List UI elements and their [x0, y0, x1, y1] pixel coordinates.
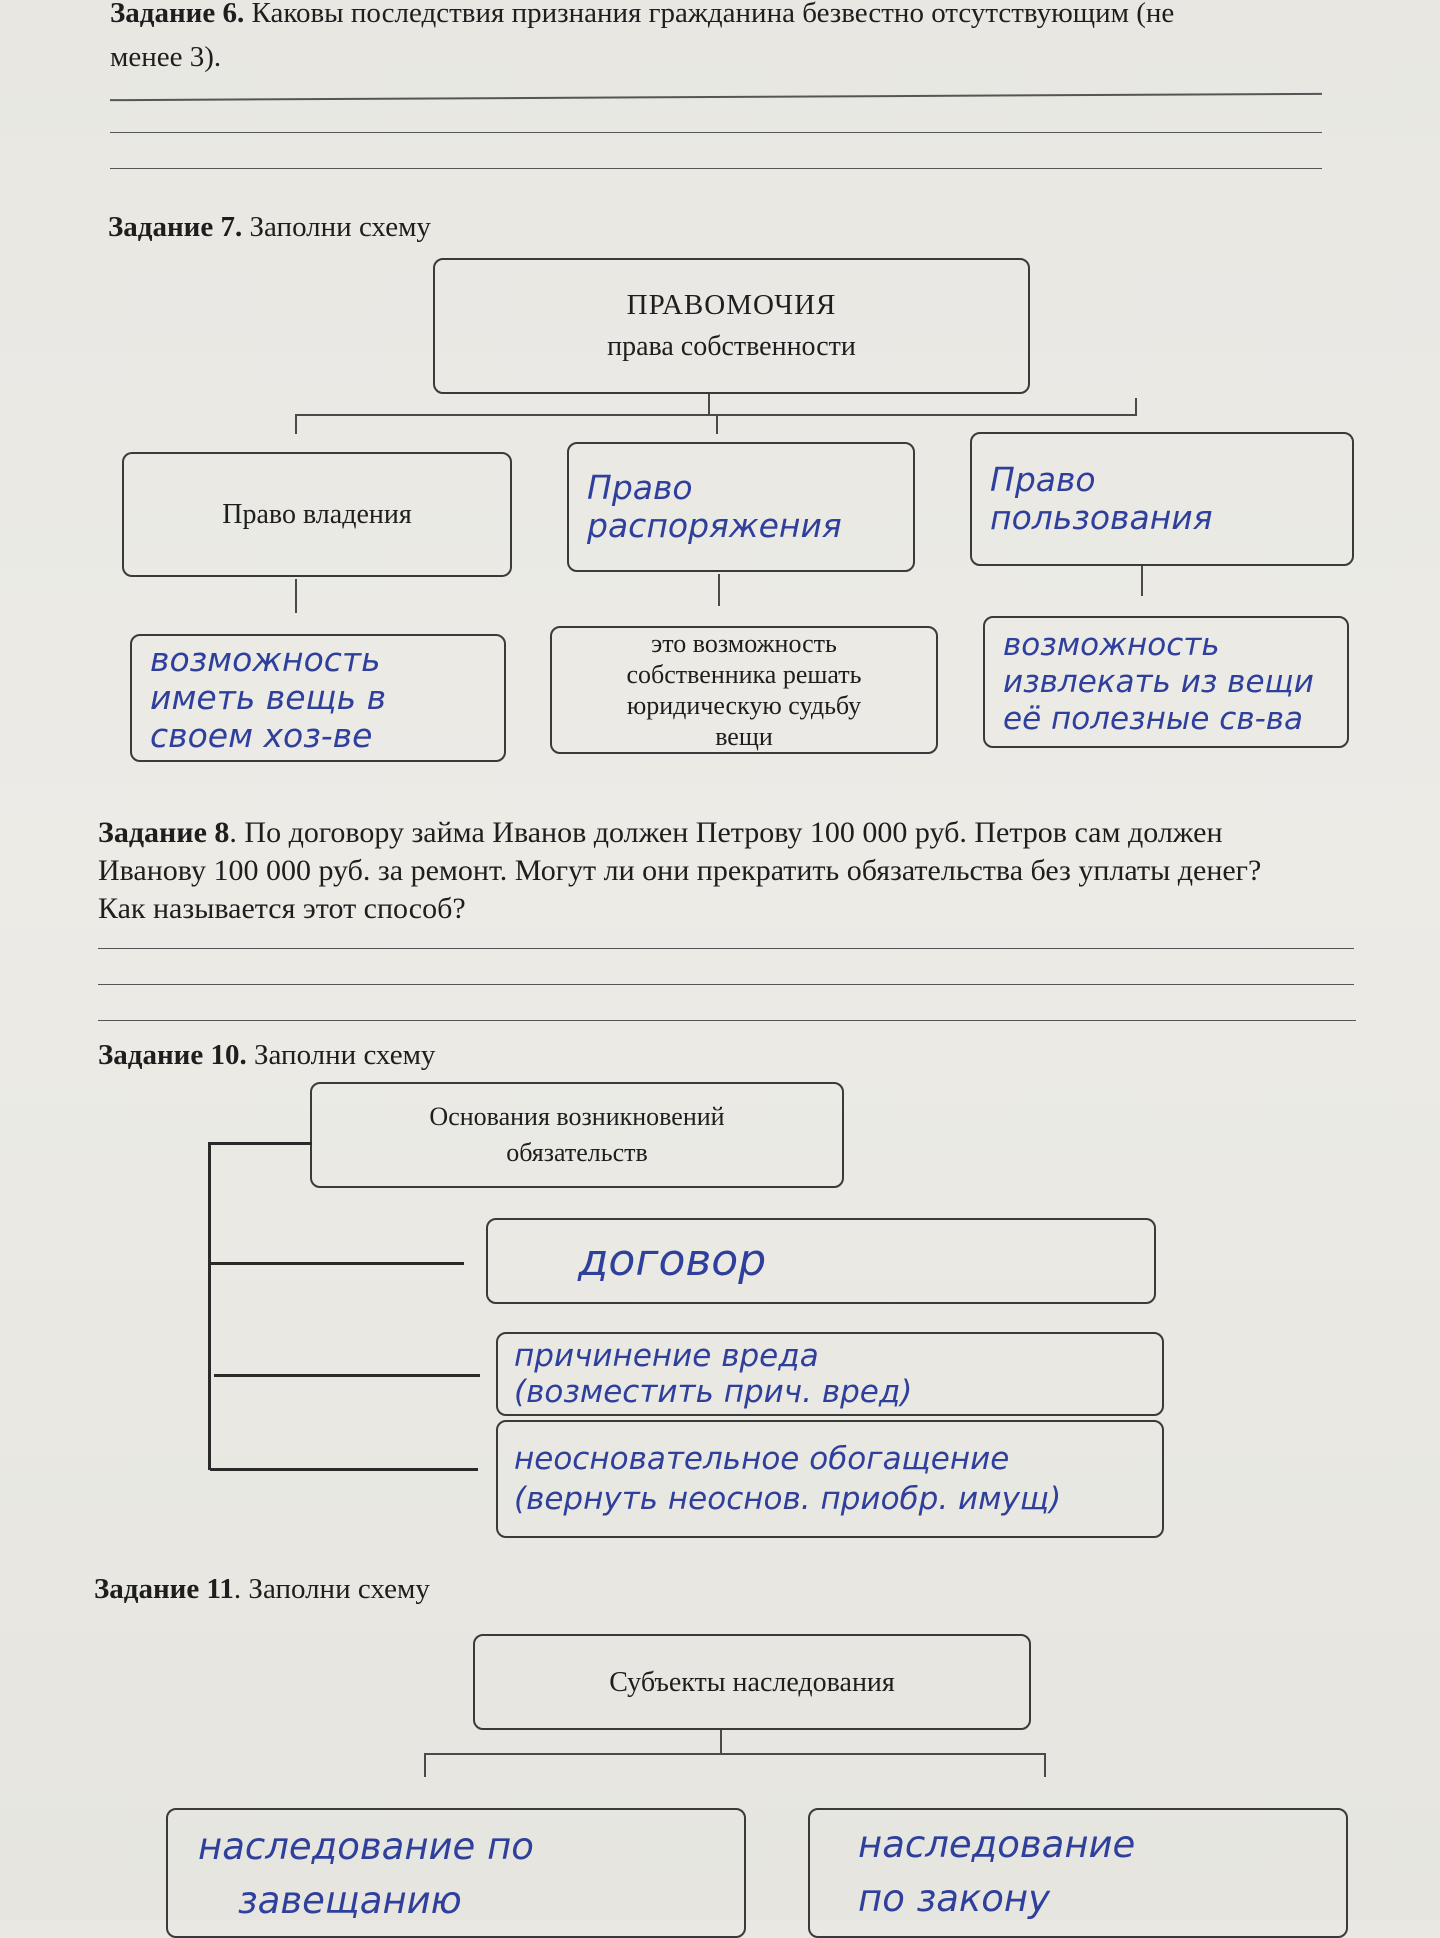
obligation-basis-contract[interactable]: [486, 1218, 1156, 1304]
answer-line[interactable]: [98, 1020, 1356, 1021]
def-disposal-box: [550, 626, 938, 754]
task6-heading: [110, 0, 1330, 32]
task6-text2: менее 3).: [110, 41, 222, 73]
connector: [208, 1142, 211, 1470]
connector: [210, 1468, 478, 1471]
task8-line2: Иванову 100 000 руб. за ремонт. Могут ли они прекратить обязательства без уплаты денег?: [98, 854, 1262, 887]
obligation-basis-harm-line2: (возместить прич. вред): [514, 1374, 913, 1410]
task10-heading: [98, 1036, 435, 1074]
inheritance-by-law-line2: по закону: [858, 1877, 1051, 1920]
answer-line[interactable]: [98, 984, 1354, 985]
task11-heading: [94, 1570, 430, 1608]
connector: [214, 1374, 480, 1377]
def-use-line3: её полезные св-ва: [1003, 700, 1304, 737]
def-disposal-line1: это возможность: [651, 629, 837, 658]
task11-text: . Заполни схему: [233, 1573, 430, 1605]
def-disposal-line2: собственника решать: [626, 660, 862, 689]
def-use-box[interactable]: [983, 616, 1349, 748]
inheritance-by-will-line1: наследование по: [198, 1825, 534, 1868]
task8-line1-text: . По договору займа Иванов должен Петрову 100 000 руб. Петров сам должен: [229, 816, 1223, 849]
right-use-box[interactable]: [970, 432, 1354, 566]
task11-label: Задание 11: [94, 1573, 234, 1605]
obligation-basis-enrichment-line2: (вернуть неоснов. приобр. имущ): [514, 1481, 1062, 1517]
task10-root-line2: обязательств: [506, 1138, 648, 1167]
answer-line[interactable]: [110, 132, 1322, 133]
def-use-line1: возможность: [1003, 626, 1220, 663]
def-possession-box[interactable]: [130, 634, 506, 762]
inheritance-by-will-box[interactable]: [166, 1808, 746, 1938]
task8-line3: Как называется этот способ?: [98, 892, 466, 925]
answer-line[interactable]: [110, 93, 1322, 101]
task8-label: Задание 8: [98, 816, 230, 849]
task7-heading: [108, 208, 431, 246]
task11-root-label: Субъекты наследования: [609, 1666, 895, 1698]
connector: [708, 394, 710, 416]
task10-label: Задание 10.: [98, 1039, 247, 1071]
inheritance-by-law-line1: наследование: [858, 1823, 1136, 1866]
inheritance-by-law-box[interactable]: [808, 1808, 1348, 1938]
task7-text: Заполни схему: [249, 211, 431, 243]
right-use-line2: пользования: [990, 498, 1213, 537]
task10-text: Заполни схему: [254, 1039, 436, 1071]
connector: [295, 579, 297, 613]
task11-root-box: [473, 1634, 1031, 1730]
task10-root-line1: Основания возникновений: [429, 1102, 725, 1131]
task6-text: Каковы последствия признания гражданина безвестно отсутствующим (не: [251, 0, 1175, 29]
obligation-basis-harm-line1: причинение вреда: [514, 1338, 819, 1374]
connector: [1135, 398, 1137, 416]
task10-root-box: [310, 1082, 844, 1188]
def-disposal-line3: юридическую судьбу: [626, 691, 862, 720]
answer-line[interactable]: [110, 168, 1322, 169]
task7-root-title: ПРАВОМОЧИЯ: [626, 289, 837, 321]
def-use-line2: извлекать из вещи: [1003, 663, 1314, 700]
inheritance-by-will-line2: завещанию: [238, 1879, 462, 1922]
connector: [1141, 566, 1143, 596]
def-possession-line3: своем хоз-ве: [150, 716, 373, 755]
obligation-basis-enrichment-line1: неосновательное обогащение: [514, 1441, 1010, 1477]
def-possession-line2: иметь вещь в: [150, 678, 387, 717]
right-disposal-line2: распоряжения: [587, 506, 842, 545]
def-possession-line1: возможность: [150, 640, 381, 679]
connector: [208, 1142, 312, 1145]
connector: [1044, 1753, 1046, 1777]
obligation-basis-harm[interactable]: [496, 1332, 1164, 1416]
task7-label: Задание 7.: [108, 211, 243, 243]
right-disposal-line1: Право: [587, 468, 693, 507]
connector: [716, 414, 718, 434]
connector: [424, 1753, 1046, 1755]
task6-label: Задание 6.: [110, 0, 245, 29]
right-disposal-box[interactable]: [567, 442, 915, 572]
connector: [718, 574, 720, 606]
connector: [295, 414, 297, 434]
connector: [208, 1262, 464, 1265]
obligation-basis-contract-text: договор: [578, 1235, 767, 1286]
task7-root-box: [433, 258, 1030, 394]
right-use-line1: Право: [990, 460, 1096, 499]
right-possession-label: Право владения: [222, 499, 412, 530]
connector: [720, 1730, 722, 1754]
task8-line1: [98, 814, 1378, 852]
def-disposal-line4: вещи: [715, 722, 773, 751]
answer-line[interactable]: [98, 948, 1354, 949]
right-possession-box: [122, 452, 512, 577]
task7-root-subtitle: права собственности: [607, 331, 856, 362]
connector: [424, 1753, 426, 1777]
obligation-basis-enrichment[interactable]: [496, 1420, 1164, 1538]
